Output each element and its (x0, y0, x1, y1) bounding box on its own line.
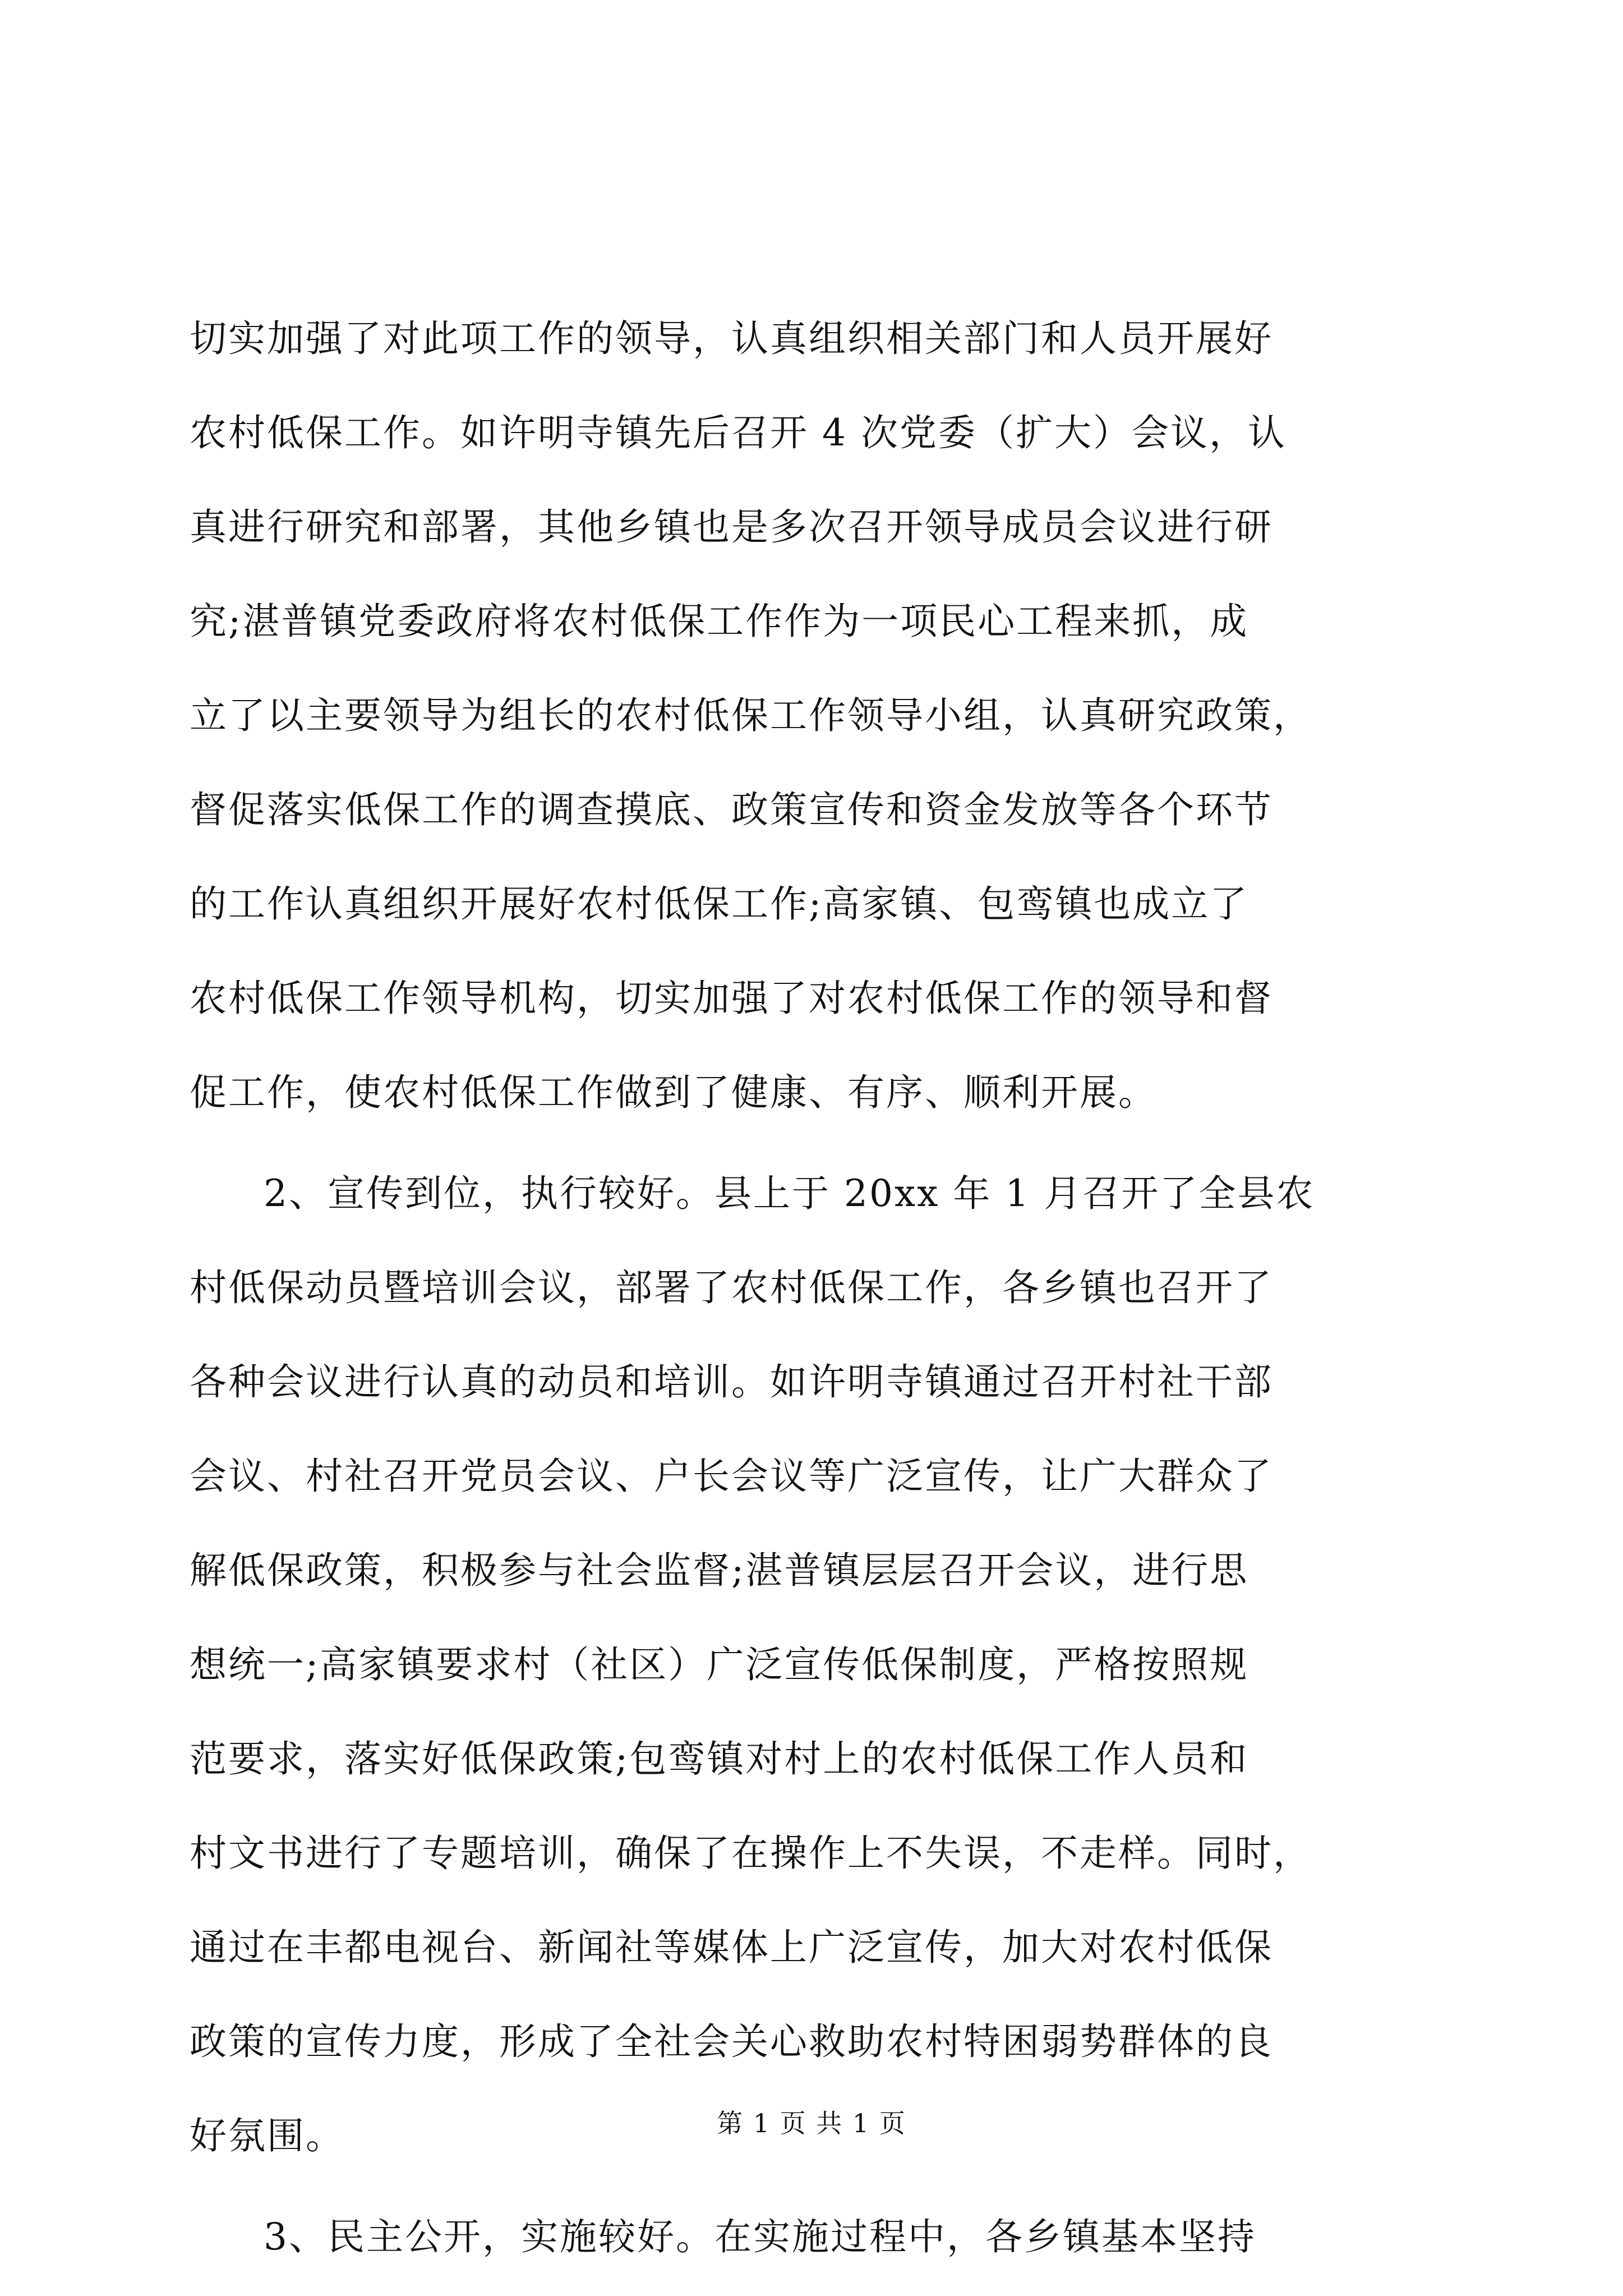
text-line: 真进行研究和部署，其他乡镇也是多次召开领导成员会议进行研 (190, 505, 1273, 549)
text-line: 好氛围。 (190, 2114, 344, 2157)
text-line: 的工作认真组织开展好农村低保工作;高家镇、包鸾镇也成立了 (190, 882, 1249, 926)
text-line: 究;湛普镇党委政府将农村低保工作作为一项民心工程来抓，成 (190, 600, 1249, 643)
text-line: 会议、村社召开党员会议、户长会议等广泛宣传，让广大群众了 (190, 1455, 1273, 1498)
text-line: 督促落实低保工作的调查摸底、政策宣传和资金发放等各个环节 (190, 788, 1273, 831)
text-line: 切实加强了对此项工作的领导，认真组织相关部门和人员开展好 (190, 317, 1273, 360)
text-line: 村低保动员暨培训会议，部署了农村低保工作，各乡镇也召开了 (190, 1266, 1273, 1309)
text-line: 农村低保工作领导机构，切实加强了对农村低保工作的领导和督 (190, 977, 1273, 1020)
text-line: 想统一;高家镇要求村（社区）广泛宣传低保制度，严格按照规 (190, 1643, 1249, 1686)
paragraph-spacer (190, 2183, 1441, 2190)
text-line: 范要求，落实好低保政策;包鸾镇对村上的农村低保工作人员和 (190, 1737, 1249, 1780)
paragraph-2 (190, 1147, 1441, 2183)
document-body (190, 292, 1441, 2284)
text-line: 农村低保工作。如许明寺镇先后召开 4 次党委（扩大）会议，认 (190, 411, 1287, 454)
page-footer: 第 1 页 共 1 页 (717, 2108, 906, 2138)
text-line: 促工作，使农村低保工作做到了健康、有序、顺利开展。 (190, 1071, 1157, 1114)
text-line: 各种会议进行认真的动员和培训。如许明寺镇通过召开村社干部 (190, 1360, 1273, 1404)
paragraph-spacer (190, 1140, 1441, 1147)
paragraph-3 (190, 2190, 1441, 2284)
text-line: 解低保政策，积极参与社会监督;湛普镇层层召开会议，进行思 (190, 1549, 1249, 1592)
text-line: 2、宣传到位，执行较好。县上于 20xx 年 1 月召开了全县农 (264, 1172, 1315, 1215)
text-line: 村文书进行了专题培训，确保了在操作上不失误，不走样。同时， (190, 1832, 1312, 1875)
paragraph-1 (190, 292, 1441, 1140)
text-line: 3、民主公开，实施较好。在实施过程中，各乡镇基本坚持 (264, 2215, 1256, 2258)
text-line: 政策的宣传力度，形成了全社会关心救助农村特困弱势群体的良 (190, 2020, 1273, 2063)
text-line: 通过在丰都电视台、新闻社等媒体上广泛宣传，加大对农村低保 (190, 1926, 1273, 1969)
text-line: 立了以主要领导为组长的农村低保工作领导小组，认真研究政策， (190, 694, 1312, 737)
